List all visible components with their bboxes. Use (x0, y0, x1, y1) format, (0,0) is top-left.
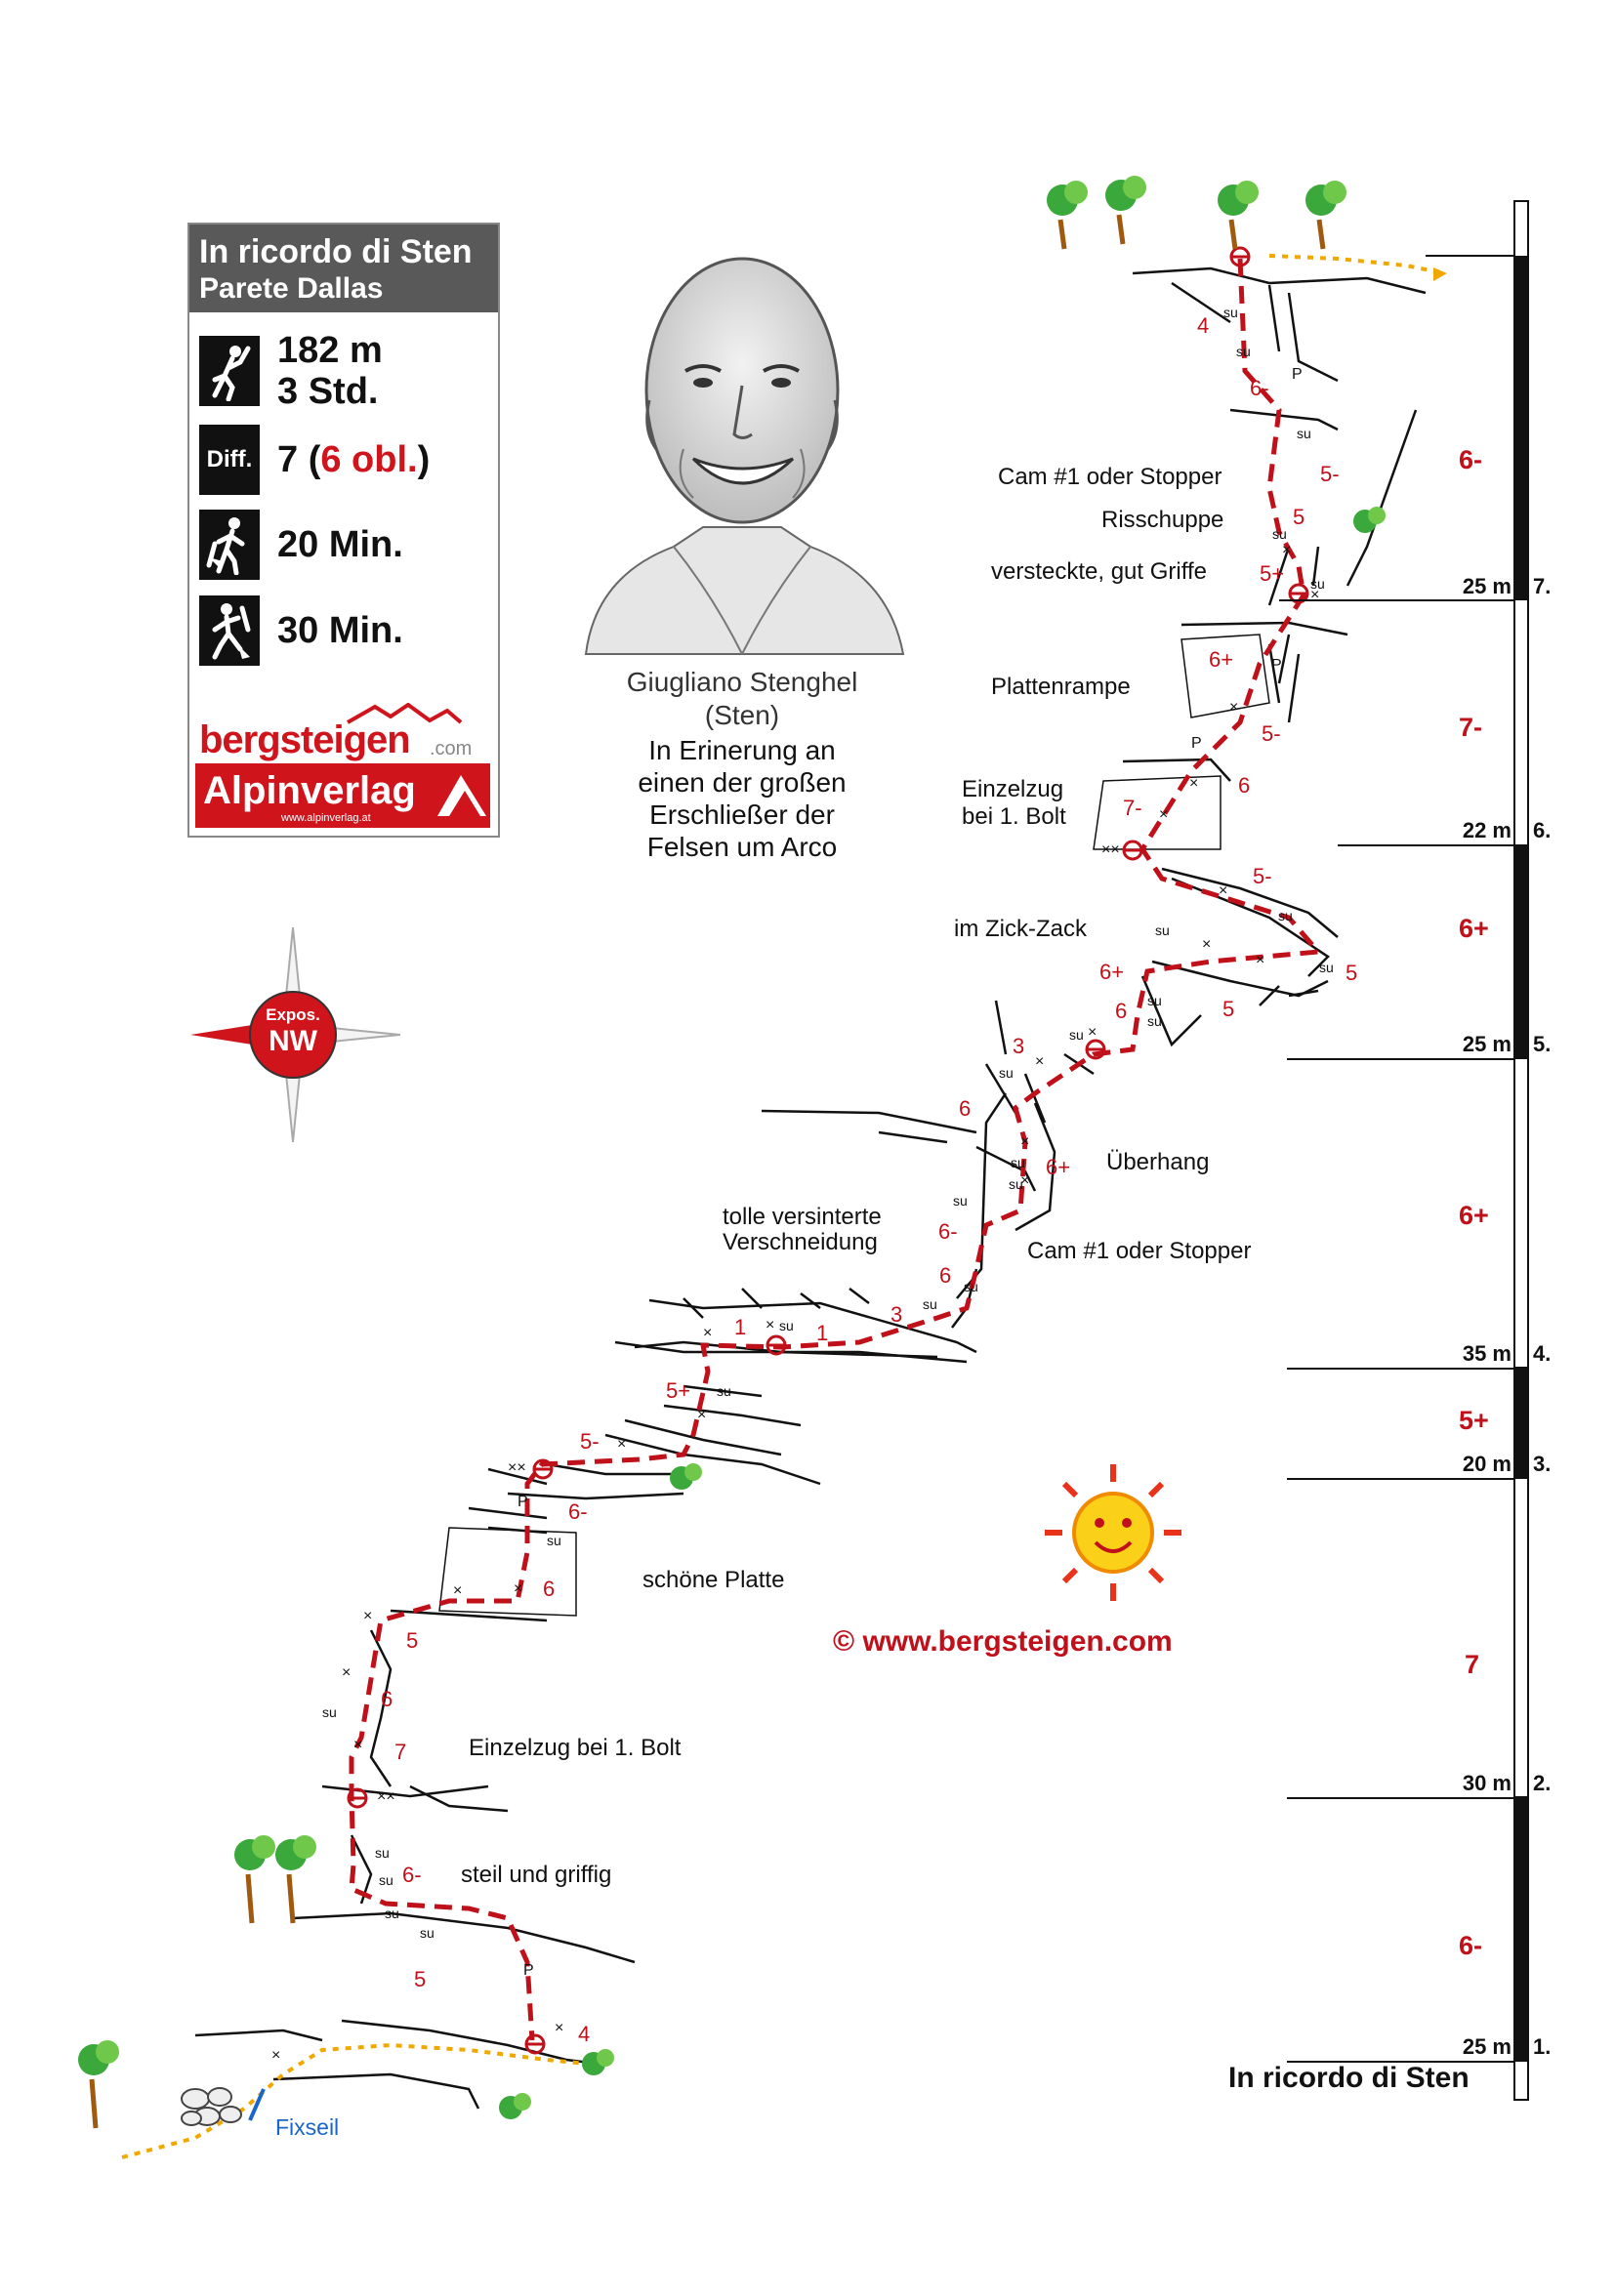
grade-label: 5- (580, 1429, 600, 1454)
label-plattenrampe: Plattenrampe (991, 674, 1131, 700)
fixseil-line (250, 2089, 264, 2120)
grade-label: 3 (1013, 1034, 1025, 1058)
label-verschneidung-1: tolle versinterte (723, 1204, 882, 1230)
pitch-2-length: 30 m (1462, 1771, 1511, 1795)
bolt-mark: × (514, 1580, 523, 1597)
label-einzelzug-1: Einzelzug (962, 776, 1064, 802)
su-mark: su (1278, 908, 1293, 923)
label-risschuppe: Risschuppe (1101, 507, 1224, 533)
grade-label: 5 (1346, 961, 1358, 985)
grade-label: 4 (578, 2022, 591, 2046)
piton-mark: P (1271, 657, 1282, 674)
compass-label-nw: NW (269, 1025, 317, 1057)
bolt-mark: × (617, 1436, 627, 1453)
su-mark: su (953, 1193, 968, 1209)
bolt-mark: × (1159, 806, 1169, 823)
pitch-1-length: 25 m (1462, 2034, 1511, 2059)
pitch-4-grade: 6+ (1459, 1201, 1489, 1230)
label-verschneidung-2: Verschneidung (723, 1229, 878, 1255)
su-mark: su (923, 1296, 937, 1312)
su-mark: su (420, 1925, 435, 1941)
bolt-mark: × (342, 1664, 352, 1681)
scale-title: In ricordo di Sten (1228, 2062, 1470, 2094)
bolt-mark-double: ×× (508, 1459, 526, 1476)
grade-label: 5 (1293, 505, 1305, 529)
label-zickzack: im Zick-Zack (954, 916, 1087, 942)
grade-label: 3 (890, 1302, 903, 1327)
piton-mark: P (1292, 366, 1303, 383)
grade-label: 7- (1123, 796, 1142, 820)
grade-label: 5 (414, 1967, 427, 1991)
su-mark: su (1310, 576, 1325, 592)
bolt-mark: × (1256, 952, 1265, 968)
bolt-mark: × (766, 1317, 775, 1333)
memorial-text: In Erinerung an einen der großen Erschließer der Felsen um Arco (638, 735, 847, 862)
piton-mark: P (523, 1962, 534, 1979)
bolt-mark: × (1310, 587, 1320, 603)
label-cam-top: Cam #1 oder Stopper (998, 464, 1222, 490)
grade-label: 5 (406, 1628, 419, 1653)
alpinverlag-logo: Alpinverlag www.alpinverlag.at (195, 763, 490, 828)
pitch-1-number: 1. (1533, 2034, 1552, 2059)
su-mark: su (1297, 426, 1311, 441)
descent-path (1269, 256, 1445, 273)
grade-label: 6+ (1046, 1155, 1071, 1179)
bolt-mark: × (1020, 1133, 1030, 1150)
bolt-mark: × (1035, 1053, 1045, 1070)
bergsteigen-logo: bergsteigen .com (199, 703, 488, 761)
bolt-mark: × (1189, 775, 1199, 792)
su-mark: su (1069, 1027, 1084, 1043)
grade-label: 1 (734, 1315, 747, 1339)
grade-label: 6+ (1209, 647, 1234, 672)
compass-label-expos: Expos. (266, 1005, 320, 1024)
su-mark: su (1272, 526, 1287, 542)
su-mark: su (379, 1872, 393, 1888)
copyright: © www.bergsteigen.com (833, 1625, 1173, 1658)
bolt-mark: × (697, 1407, 707, 1423)
grade-label: 6 (1115, 999, 1128, 1023)
bolt-mark: × (1229, 699, 1239, 716)
su-mark: su (964, 1279, 978, 1294)
label-schoene-platte: schöne Platte (642, 1567, 785, 1593)
grade-label: 6- (568, 1499, 588, 1524)
pitch-3-grade: 5+ (1459, 1406, 1489, 1435)
bolt-mark: × (353, 1737, 363, 1753)
label-einzelzug-low: Einzelzug bei 1. Bolt (469, 1735, 682, 1761)
bolt-mark: × (453, 1582, 463, 1599)
bolt-mark-double: ×× (1101, 841, 1120, 858)
grade-label: 7 (394, 1740, 407, 1764)
pitch-6-grade: 7- (1459, 713, 1483, 742)
pitch-3-length: 20 m (1462, 1452, 1511, 1476)
bolt-mark: × (1202, 936, 1212, 953)
bolt-mark: × (555, 2020, 564, 2036)
su-mark: su (717, 1383, 731, 1399)
bolt-mark: × (271, 2047, 281, 2064)
pitch-6-length: 22 m (1462, 818, 1511, 842)
descent-time: 30 Min. (277, 610, 403, 651)
boulders (182, 2088, 241, 2125)
pitch-4-length: 35 m (1462, 1341, 1511, 1366)
grade-label: 6- (938, 1219, 958, 1244)
label-ueberhang: Überhang (1106, 1149, 1210, 1175)
pitch-3-number: 3. (1533, 1452, 1552, 1476)
difficulty-badge: Diff. (199, 425, 260, 495)
label-versteckte: versteckte, gut Griffe (991, 558, 1207, 585)
route-time: 3 Std. (277, 371, 379, 412)
su-mark: su (999, 1065, 1014, 1081)
pitch-7-number: 7. (1533, 574, 1552, 598)
grade-label: 5- (1253, 864, 1272, 888)
su-mark: su (322, 1704, 337, 1720)
grade-label: 6 (959, 1096, 972, 1121)
su-mark: su (779, 1318, 794, 1333)
grade-label: 5+ (666, 1378, 691, 1403)
grade-label: 6 (1238, 773, 1251, 798)
su-mark: su (1155, 922, 1170, 938)
su-mark: su (1223, 305, 1238, 320)
grade-label: 1 (816, 1321, 829, 1345)
grade-label: 6- (402, 1863, 422, 1887)
pitch-5-length: 25 m (1462, 1032, 1511, 1056)
grade-label: 5 (1222, 997, 1235, 1021)
su-mark: su (1319, 960, 1334, 975)
grade-label: 6 (381, 1687, 393, 1711)
pitch-7-grade: 6- (1459, 445, 1483, 474)
bolt-mark: × (1088, 1024, 1097, 1041)
pitch-4-number: 4. (1533, 1341, 1552, 1366)
bolt-mark: × (703, 1325, 713, 1341)
pitch-2-number: 2. (1533, 1771, 1552, 1795)
su-mark: su (1147, 1013, 1162, 1029)
grade-label: 5- (1320, 462, 1340, 486)
pitch-7-length: 25 m (1462, 574, 1511, 598)
pitch-5-grade: 6+ (1459, 914, 1489, 943)
pitch-2-grade: 7 (1465, 1650, 1480, 1679)
difficulty-value: 7 (6 obl.) (277, 439, 431, 480)
difficulty-obligatory: 6 obl. (320, 439, 418, 480)
label-fixseil: Fixseil (275, 2114, 340, 2140)
su-mark: su (1009, 1176, 1023, 1192)
piton-mark: P (518, 1494, 528, 1510)
label-einzelzug-2: bei 1. Bolt (962, 803, 1066, 830)
pitch-5-number: 5. (1533, 1032, 1552, 1056)
bolt-mark: × (1020, 1172, 1030, 1189)
descent-arrow (1433, 267, 1447, 281)
route-title: In ricordo di Sten (199, 233, 473, 270)
bolt-mark: × (363, 1608, 373, 1624)
bolt-mark-double: ×× (377, 1788, 395, 1805)
su-mark: su (385, 1906, 399, 1921)
label-cam-mid: Cam #1 oder Stopper (1027, 1238, 1252, 1264)
grade-label: 5+ (1260, 561, 1285, 586)
su-mark: su (1236, 344, 1251, 359)
route-subtitle: Parete Dallas (199, 272, 384, 305)
pitch-1-grade: 6- (1459, 1931, 1483, 1960)
approach-time: 20 Min. (277, 524, 403, 565)
grade-label: 6- (1250, 376, 1269, 400)
grade-label: 5- (1262, 721, 1281, 746)
rock-lines (195, 268, 1426, 2109)
grade-label: 6 (939, 1263, 952, 1288)
grade-label: 4 (1197, 313, 1210, 338)
bolt-mark: × (1219, 882, 1228, 899)
su-mark: su (375, 1845, 390, 1861)
grade-label: 6 (543, 1577, 556, 1601)
piton-mark: P (1191, 735, 1202, 752)
bolt-mark: × (1282, 542, 1292, 558)
route-length: 182 m (277, 330, 383, 371)
su-mark: su (547, 1533, 561, 1548)
portrait-name: Giugliano Stenghel (Sten) (626, 667, 858, 730)
pitch-6-number: 6. (1533, 818, 1552, 842)
su-mark: su (1147, 993, 1162, 1008)
length-scale (1279, 201, 1528, 2100)
label-steil: steil und griffig (461, 1862, 612, 1888)
grade-label: 6+ (1099, 960, 1125, 984)
su-mark: su (1011, 1155, 1025, 1170)
sun-icon (1045, 1464, 1181, 1601)
